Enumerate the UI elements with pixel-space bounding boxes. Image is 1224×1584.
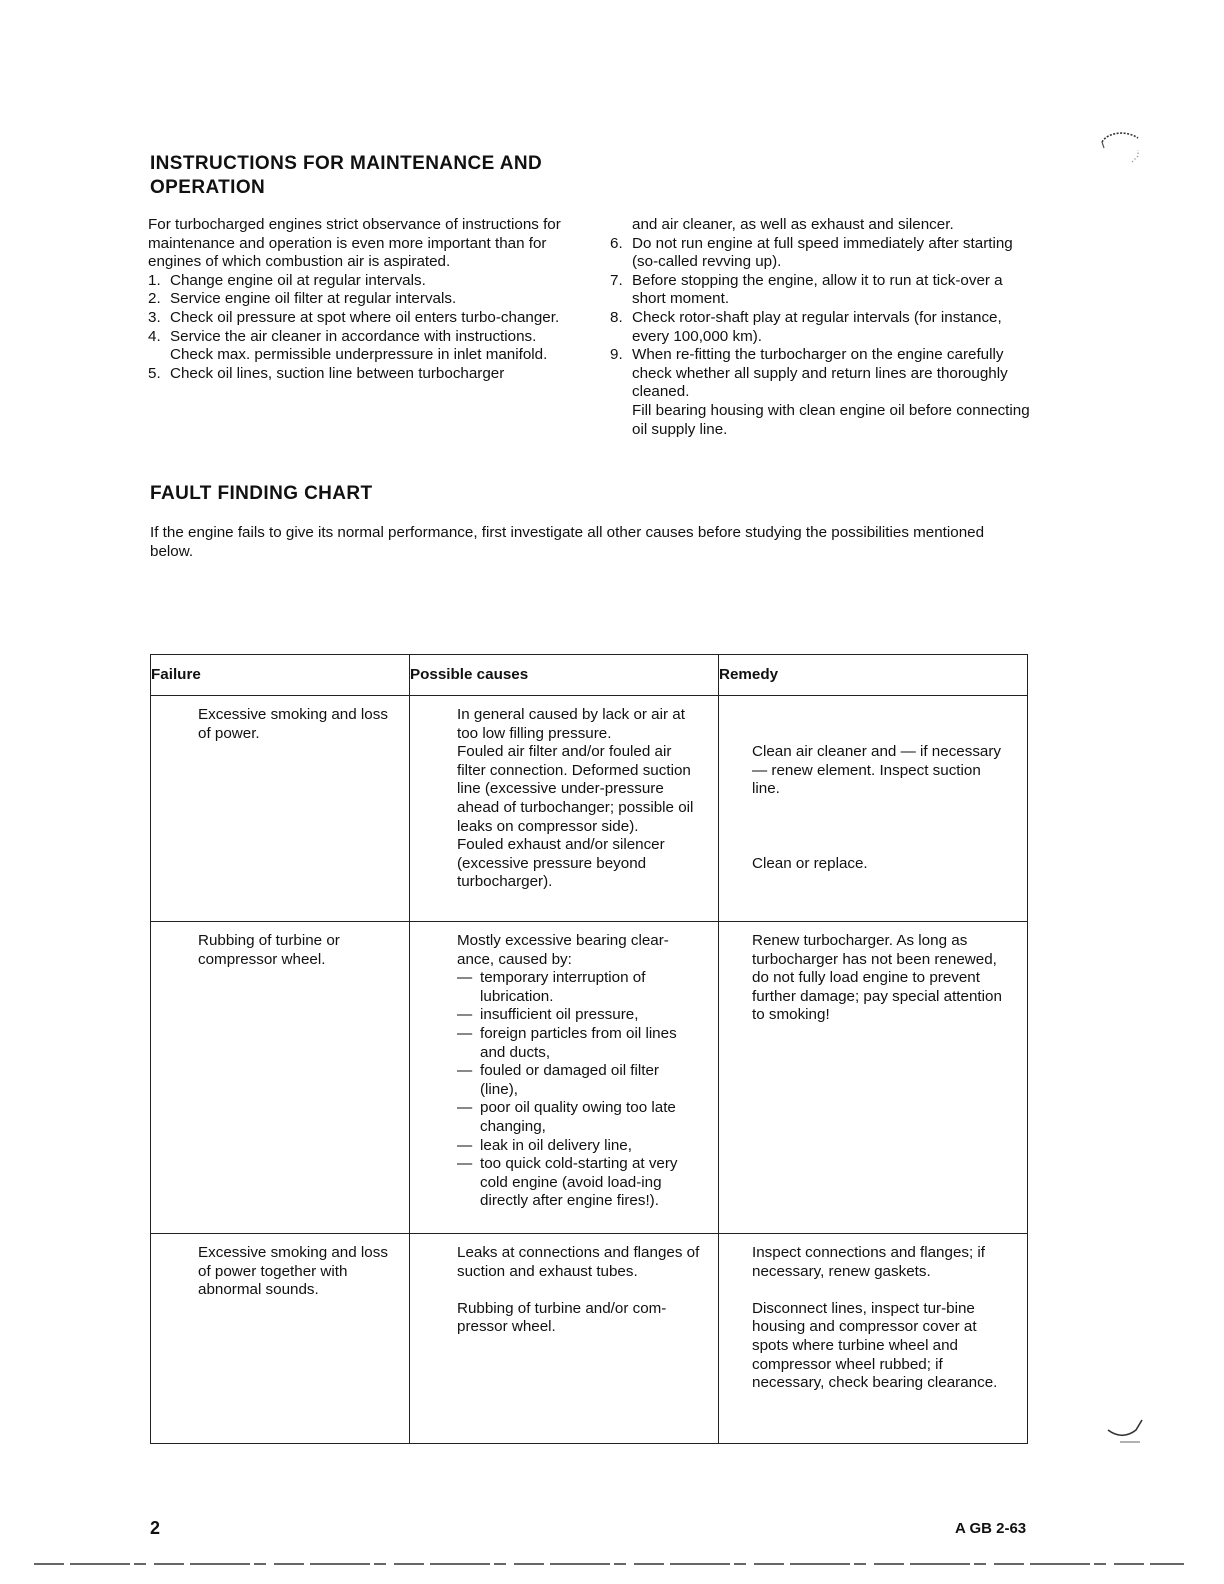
- scan-mark-icon: [1098, 128, 1144, 168]
- table-row: [151, 1234, 1028, 1444]
- list-item: — foreign particles from oil lines and ducts,: [457, 1024, 677, 1061]
- row2-remedy: Renew turbocharger. As long as turbocharger has not been renewed, do not fully load engine to prevent further damage; pay special attention to smoking!: [752, 932, 1002, 1024]
- row1-remedy-b: Clean or replace.: [752, 854, 868, 872]
- instructions-heading: [150, 152, 542, 200]
- list-item: 8. Check rotor-shaft play at regular intervals (for instance, every 100,000 km).: [610, 308, 1002, 345]
- list-item: 5. Check oil lines, suction line between turbocharger: [148, 364, 505, 382]
- list-item: — too quick cold-starting at very cold engine (avoid load-ing directly after engine fires!).: [457, 1155, 678, 1210]
- header-causes: Possible causes: [410, 655, 719, 696]
- list-item: 7. Before stopping the engine, allow it to run at tick-over a short moment.: [610, 271, 1003, 308]
- row3-remedy-a: Inspect connections and flanges; if necessary, renew gaskets.: [752, 1244, 986, 1280]
- row2-cause-intro: Mostly excessive bearing clear-ance, caused by:: [457, 932, 669, 968]
- instructions-intro: For turbocharged engines strict observance of instructions for maintenance and operation is even more important than for engines of which combustion air is aspirated.: [148, 216, 561, 271]
- item9-extra: Fill bearing housing with clean engine oil before connecting oil supply line.: [632, 401, 1030, 438]
- row1-remedy-a: Clean air cleaner and — if necessary — renew element. Inspect suction line.: [752, 743, 1002, 798]
- table-header-row: [151, 655, 1028, 696]
- header-remedy: Remedy: [719, 655, 1028, 696]
- list-item: — poor oil quality owing too late changing,: [457, 1099, 676, 1135]
- list-item: 9. When re-fitting the turbocharger on the engine carefully check whether all supply and return lines are thoroughly cleaned.: [610, 346, 1008, 401]
- fault-chart-heading: FAULT FINDING CHART: [150, 483, 373, 504]
- scan-mark-icon: [1100, 1416, 1146, 1446]
- list-item: 3. Check oil pressure at spot where oil enters turbo-changer.: [148, 308, 560, 326]
- list-item: 2. Service engine oil filter at regular intervals.: [148, 290, 457, 308]
- table-row: [151, 696, 1028, 922]
- list-item: — leak in oil delivery line,: [457, 1136, 632, 1154]
- row3-cause-a: Leaks at connections and flanges of suction and exhaust tubes.: [457, 1244, 700, 1280]
- document-code: A GB 2-63: [955, 1520, 1027, 1537]
- scan-edge-line: [34, 1560, 1184, 1566]
- instructions-heading-line2: OPERATION: [150, 177, 266, 198]
- list-item: 1. Change engine oil at regular intervals.: [148, 271, 426, 289]
- item5-continuation: and air cleaner, as well as exhaust and silencer.: [632, 216, 954, 233]
- row1-failure: Excessive smoking and loss of power.: [198, 706, 388, 742]
- instructions-left-column: [148, 216, 568, 383]
- list-item: 4. Service the air cleaner in accordance with instructions. Check max. permissible underpressure in inlet manifold.: [148, 327, 548, 364]
- row1-cause-a: In general caused by lack or air at too low filling pressure.: [457, 706, 685, 742]
- row3-cause-b: Rubbing of turbine and/or com-pressor wheel.: [457, 1299, 667, 1336]
- row2-failure: Rubbing of turbine or compressor wheel.: [198, 932, 340, 968]
- table-row: [151, 922, 1028, 1234]
- list-item: — temporary interruption of lubrication.: [457, 969, 646, 1005]
- row3-failure: Excessive smoking and loss of power together with abnormal sounds.: [198, 1244, 388, 1299]
- list-item: 6. Do not run engine at full speed immediately after starting (so-called revving up).: [610, 234, 1013, 271]
- list-item: — insufficient oil pressure,: [457, 1006, 639, 1024]
- row1-cause-c: Fouled exhaust and/or silencer (excessive pressure beyond turbocharger).: [457, 836, 665, 891]
- header-failure: Failure: [151, 655, 410, 696]
- page-number: 2: [150, 1518, 161, 1538]
- fault-chart-intro: If the engine fails to give its normal performance, first investigate all other causes before studying the possibilities mentioned below.: [150, 524, 985, 560]
- row3-remedy-b: Disconnect lines, inspect tur-bine housing and compressor cover at spots where turbine wheel and compressor wheel rubbed; if necessary, check bearing clearance.: [752, 1299, 998, 1392]
- list-item: — fouled or damaged oil filter (line),: [457, 1062, 659, 1098]
- fault-finding-table: [150, 654, 1028, 1444]
- row1-cause-b: Fouled air filter and/or fouled air filter connection. Deformed suction line (excessive under-pressure ahead of turbochanger; possible oil leaks on compressor side).: [457, 743, 694, 835]
- instructions-heading-line1: INSTRUCTIONS FOR MAINTENANCE AND: [150, 153, 543, 174]
- instructions-right-column: [610, 216, 1030, 439]
